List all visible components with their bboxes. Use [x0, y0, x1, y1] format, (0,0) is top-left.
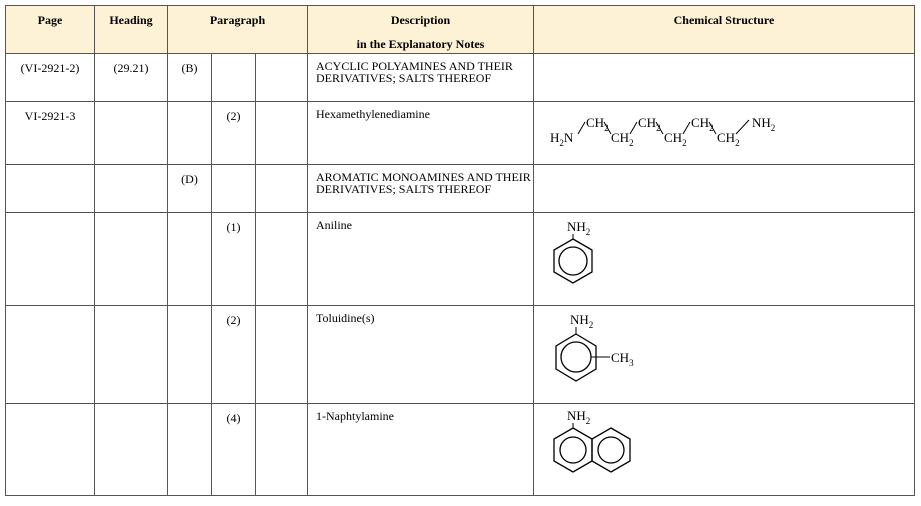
cell-structure	[534, 102, 915, 165]
cell-para-2: (4)	[212, 404, 256, 496]
table-row	[6, 54, 915, 102]
cell-para-2: (2)	[212, 102, 256, 165]
header-structure: Chemical Structure	[534, 6, 915, 54]
cell-description: ACYCLIC POLYAMINES AND THEIR DERIVATIVES; SALTS THEREOF	[308, 54, 534, 102]
cell-heading	[95, 404, 168, 496]
cell-para-3	[256, 306, 308, 404]
cell-page	[6, 165, 95, 213]
aromatic-circle	[561, 342, 591, 372]
toluidine-structure	[534, 306, 914, 403]
cell-para-1	[168, 306, 212, 404]
cell-para-1: (B)	[168, 54, 212, 102]
cell-heading	[95, 102, 168, 165]
formula-ch2: $CH_2$	[691, 115, 714, 133]
cell-page	[6, 404, 95, 496]
cell-structure	[534, 213, 915, 306]
header-row	[6, 6, 915, 54]
cell-heading	[95, 165, 168, 213]
cell-heading	[95, 306, 168, 404]
formula-ch2: $CH_2$	[611, 130, 634, 148]
cell-para-2	[212, 54, 256, 102]
table-row	[6, 306, 915, 404]
formula-ch2: $CH_2$	[717, 130, 740, 148]
formula-nh2: $NH_2$	[752, 115, 776, 133]
cell-para-3	[256, 165, 308, 213]
aniline-structure	[534, 213, 914, 305]
header-paragraph: Paragraph	[168, 6, 308, 54]
table-row	[6, 102, 915, 165]
table-row	[6, 404, 915, 496]
benzene-ring	[556, 334, 596, 381]
cell-heading: (29.21)	[95, 54, 168, 102]
cell-para-3	[256, 213, 308, 306]
cell-page	[6, 213, 95, 306]
cell-para-2	[212, 165, 256, 213]
formula-nh2: $NH_2$	[567, 408, 591, 426]
cell-page: (VI-2921-2)	[6, 54, 95, 102]
cell-para-3	[256, 404, 308, 496]
cell-para-1	[168, 404, 212, 496]
naphthylamine-structure	[534, 404, 914, 495]
cell-para-1	[168, 102, 212, 165]
benzene-ring	[554, 239, 592, 283]
cell-para-3	[256, 102, 308, 165]
aromatic-circle	[598, 437, 624, 463]
cell-description: Toluidine(s)	[308, 306, 534, 404]
table-row	[6, 213, 915, 306]
cell-para-2: (2)	[212, 306, 256, 404]
cell-structure	[534, 54, 915, 102]
cell-structure	[534, 306, 915, 404]
table-row	[6, 165, 915, 213]
cell-description: Hexamethylenediamine	[308, 102, 534, 165]
cell-para-1: (D)	[168, 165, 212, 213]
header-page: Page	[6, 6, 95, 54]
cell-page: VI-2921-3	[6, 102, 95, 165]
cell-structure	[534, 165, 915, 213]
aromatic-circle	[560, 437, 586, 463]
cell-para-2: (1)	[212, 213, 256, 306]
formula-ch2: $CH_2$	[664, 130, 687, 148]
cell-heading	[95, 213, 168, 306]
document-page	[5, 5, 915, 496]
cell-description: 1-Naphtylamine	[308, 404, 534, 496]
cell-para-1	[168, 213, 212, 306]
hexamethylenediamine-structure	[534, 102, 914, 164]
structures-table	[5, 5, 915, 496]
aromatic-circle	[559, 247, 587, 275]
cell-page	[6, 306, 95, 404]
formula-ch2: $CH_2$	[586, 115, 609, 133]
formula-h2n: $H_2N$	[550, 130, 574, 148]
formula-ch3: $CH_3$	[611, 350, 634, 368]
header-description: Description in the Explanatory Notes	[308, 6, 534, 54]
formula-nh2: $NH_2$	[567, 219, 591, 237]
header-heading: Heading	[95, 6, 168, 54]
formula-ch2: $CH_2$	[638, 115, 661, 133]
cell-description: AROMATIC MONOAMINES AND THEIR DERIVATIVES; SALTS THEREOF	[308, 165, 534, 213]
cell-description: Aniline	[308, 213, 534, 306]
cell-structure	[534, 404, 915, 496]
formula-nh2: $NH_2$	[570, 312, 594, 330]
cell-para-3	[256, 54, 308, 102]
